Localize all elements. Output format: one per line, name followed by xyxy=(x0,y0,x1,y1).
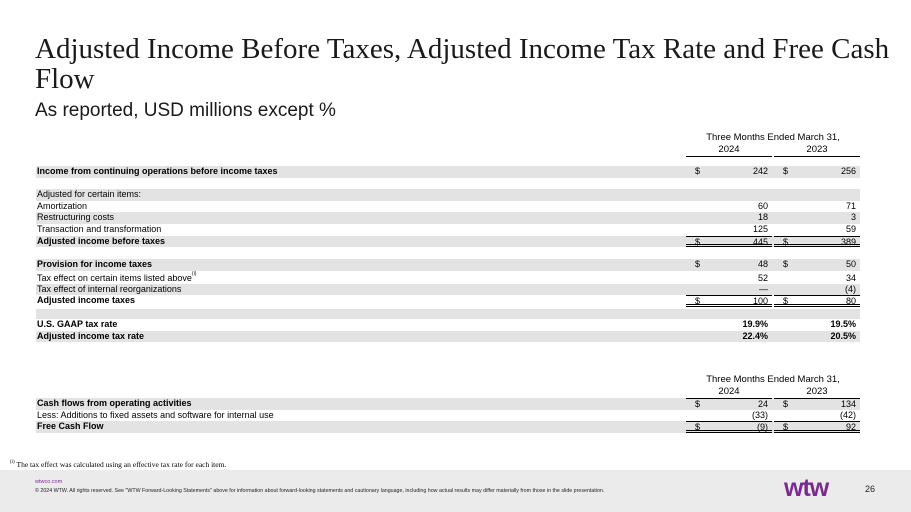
row-label: U.S. GAAP tax rate xyxy=(37,318,118,329)
row-label: Free Cash Flow xyxy=(37,421,104,432)
row-label: Income from continuing operations before income taxes xyxy=(37,166,278,176)
wtw-logo: wtw xyxy=(784,474,829,502)
value-2023: 34 xyxy=(845,272,856,283)
currency-symbol: $ xyxy=(695,422,701,433)
value-2023: 71 xyxy=(845,200,856,211)
footnote xyxy=(10,460,226,469)
value-2023: 389 xyxy=(840,236,856,247)
row-label: Tax effect of internal reorganizations xyxy=(37,283,182,294)
period-heading: Three Months Ended March 31, xyxy=(706,132,840,143)
footer xyxy=(0,470,911,512)
table-row xyxy=(36,224,860,236)
value-2024: 22.4% xyxy=(742,330,768,341)
row-label: Adjusted income taxes xyxy=(37,295,136,306)
currency-symbol: $ xyxy=(695,399,701,409)
table-row xyxy=(36,259,860,271)
row-label: Adjusted for certain items: xyxy=(37,189,142,200)
value-2024: 24 xyxy=(757,399,768,409)
footnote-marker: (i) xyxy=(191,270,197,277)
page-title: Adjusted Income Before Taxes, Adjusted Income Tax Rate and Free Cash Flow xyxy=(35,33,890,95)
value-2024: 242 xyxy=(752,166,768,176)
value-2024: 52 xyxy=(757,272,768,283)
page-number: 26 xyxy=(865,484,876,494)
value-2024: (33) xyxy=(751,409,768,420)
row-label: Adjusted income before taxes xyxy=(37,235,166,246)
legal-notice: © 2024 WTW. All rights reserved. See "WTW Forward-Looking Statements" above for information about forward-looking statements and cautionary language, including how actual results may differ materially from those in the slide presentation. xyxy=(35,488,605,494)
table-row xyxy=(36,236,860,248)
value-2024: — xyxy=(759,283,768,294)
row-label: Restructuring costs xyxy=(37,212,115,223)
year-2023-heading: 2023 xyxy=(806,386,828,397)
value-2024: 18 xyxy=(757,212,768,223)
page-subtitle: As reported, USD millions except % xyxy=(35,100,336,121)
year-2023-heading: 2023 xyxy=(774,144,860,157)
currency-symbol: $ xyxy=(695,259,701,270)
currency-symbol: $ xyxy=(783,236,789,247)
table-row xyxy=(36,201,860,213)
table-row xyxy=(36,398,860,410)
value-2023: (42) xyxy=(839,409,856,420)
table-row xyxy=(36,410,860,422)
table-row xyxy=(36,189,860,201)
year-2024-heading: 2024 xyxy=(718,386,740,397)
year-2024-heading: 2024 xyxy=(686,144,772,157)
value-2024: 100 xyxy=(752,296,768,307)
table-row xyxy=(36,421,860,433)
value-2024: 125 xyxy=(752,223,768,234)
value-2023: 80 xyxy=(845,296,856,307)
table-row xyxy=(36,295,860,307)
value-2023: (4) xyxy=(845,283,856,294)
table-row xyxy=(36,166,860,178)
currency-symbol: $ xyxy=(695,236,701,247)
table-row xyxy=(36,212,860,224)
value-2023: 3 xyxy=(850,212,856,223)
currency-symbol: $ xyxy=(783,399,789,409)
row-label: Provision for income taxes xyxy=(37,259,153,270)
value-2023: 19.5% xyxy=(830,318,856,329)
value-2024: 48 xyxy=(757,259,768,270)
currency-symbol: $ xyxy=(783,422,789,433)
currency-symbol: $ xyxy=(695,166,701,176)
table-row xyxy=(36,331,860,343)
value-2024: 19.9% xyxy=(742,318,768,329)
table-row xyxy=(36,319,860,331)
currency-symbol: $ xyxy=(695,296,701,307)
row-label: Transaction and transformation xyxy=(37,223,162,234)
free-cash-flow-table xyxy=(36,374,860,435)
value-2023: 134 xyxy=(840,399,856,409)
footnote-marker: (i) xyxy=(10,460,15,465)
value-2023: 92 xyxy=(845,422,856,433)
value-2024: (9) xyxy=(757,422,768,433)
website-link[interactable]: wtwco.com xyxy=(35,479,63,485)
value-2023: 256 xyxy=(840,166,856,176)
row-label: Amortization xyxy=(37,200,88,211)
currency-symbol: $ xyxy=(783,296,789,307)
currency-symbol: $ xyxy=(783,259,789,270)
period-heading: Three Months Ended March 31, xyxy=(706,374,840,385)
row-label: Cash flows from operating activities xyxy=(37,398,192,408)
value-2023: 59 xyxy=(845,223,856,234)
table-row xyxy=(36,271,860,284)
footnote-text: The tax effect was calculated using an effective tax rate for each item. xyxy=(16,460,227,469)
table-header xyxy=(36,374,860,398)
row-label-text: Tax effect on certain items listed above xyxy=(37,272,192,283)
value-2024: 445 xyxy=(752,236,768,247)
row-label: Less: Additions to fixed assets and software for internal use xyxy=(37,409,274,420)
value-2024: 60 xyxy=(757,200,768,211)
table-header xyxy=(36,132,860,156)
row-label: Adjusted income tax rate xyxy=(37,330,145,341)
table-row xyxy=(36,284,860,296)
tax-rate-table xyxy=(36,132,860,342)
value-2023: 50 xyxy=(845,259,856,270)
currency-symbol: $ xyxy=(783,166,789,176)
value-2023: 20.5% xyxy=(830,330,856,341)
